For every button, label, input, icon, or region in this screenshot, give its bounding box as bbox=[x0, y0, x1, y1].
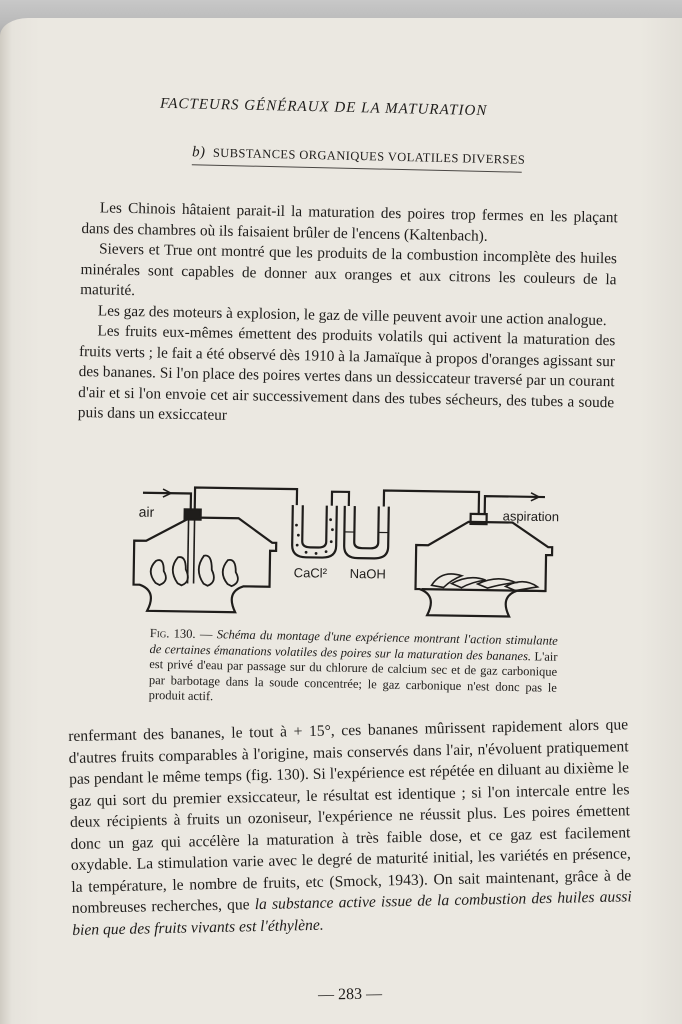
paragraph-1: Les Chinois hâtaient parait-il la maturation des poires trop fermes en les plaçant dans des chambres où ils faisaient brûler de l'encens (Kaltenbach). bbox=[81, 199, 618, 245]
u-tube-cacl2 bbox=[292, 505, 337, 558]
body-text-bottom bbox=[68, 714, 632, 941]
figure-number: Fig. 130. bbox=[149, 626, 196, 641]
figure-caption bbox=[149, 626, 558, 711]
bananas bbox=[432, 574, 538, 591]
cacl2-granules bbox=[295, 518, 334, 555]
apparatus-figure bbox=[125, 478, 577, 635]
label-aspiration: aspiration bbox=[502, 508, 560, 525]
paragraph-5: renfermant des bananes, le tout à + 15°, ces bananes mûrissent rapidement alors que d'autres fruits comparables à l'origine, mais conservés dans l'air, n'évoluent pratiquement pas pendant le même temps (fig. 130). Si l'expérience est répétée en diluant au dixième le gaz qui sort du premier exsiccateur, le résultat est identique ; si l'on intercale entre les deux récipients à fruits un ozoniseur, l'expérience ne réussit plus. Les poires émettent donc un gaz qui accélère la maturation à très faible dose, et ce gaz est facilement oxydable. La stimulation varie avec le degré de maturité initial, les variétés en présence, la température, le nombre de fruits, etc (Smock, 1943). On sait maintenant, grâce à de nombreuses recherches, que bbox=[68, 716, 632, 917]
left-desiccator bbox=[133, 517, 276, 613]
body-text-top bbox=[78, 198, 618, 434]
paragraph-5-italic: la substance active issue de la combustion des huiles aussi bien que des fruits vivants est l'éthylène. bbox=[72, 888, 632, 939]
label-naoh: NaOH bbox=[349, 565, 386, 582]
paragraph-4: Les fruits eux-mêmes émettent des produits volatils qui activent la maturation des fruits verts ; le fait a été observé dès 1910 à la Jamaïque à propos d'oranges agissant sur des bananes. Si l'on place des poires vertes dans un dessiccateur traversé par un courant d'air et si l'on envoie cet air successivement dans des tubes sécheurs, des tubes a soude puis dans un exsiccateur bbox=[77, 322, 616, 424]
paragraph-2: Sievers et True ont montré que les produits de la combustion incomplète des huiles minérales sont capables de donner aux oranges et aux citrons les couleurs de la maturité. bbox=[80, 240, 618, 300]
right-desiccator bbox=[415, 521, 552, 617]
section-heading bbox=[191, 144, 526, 172]
caption-dash: — bbox=[195, 626, 217, 642]
caption-italic: Schéma du montage d'une expérience montrant l'action stimulante de certaines émanations volatiles des poires sur la maturation des bananes. bbox=[149, 627, 558, 663]
paragraph-3: Les gaz des moteurs à explosion, le gaz de ville peuvent avoir une action analogue. bbox=[97, 301, 607, 329]
left-stopper bbox=[185, 509, 201, 519]
caption-roman: L'air est privé d'eau par passage sur du chlorure de calcium sec et de gaz carbonique par barbotage dans la soude concentrée; le gaz carbonique n'est donc pas le produit actif. bbox=[148, 648, 558, 704]
label-air: air bbox=[138, 503, 155, 520]
book-page bbox=[0, 18, 682, 1024]
page-number: — 283 — bbox=[317, 985, 383, 1004]
section-title: SUBSTANCES ORGANIQUES VOLATILES DIVERSES bbox=[212, 145, 526, 167]
running-title: FACTEURS GÉNÉRAUX DE LA MATURATION bbox=[159, 95, 488, 120]
label-cacl2: CaCl² bbox=[293, 565, 328, 581]
section-letter: b) bbox=[191, 144, 206, 161]
